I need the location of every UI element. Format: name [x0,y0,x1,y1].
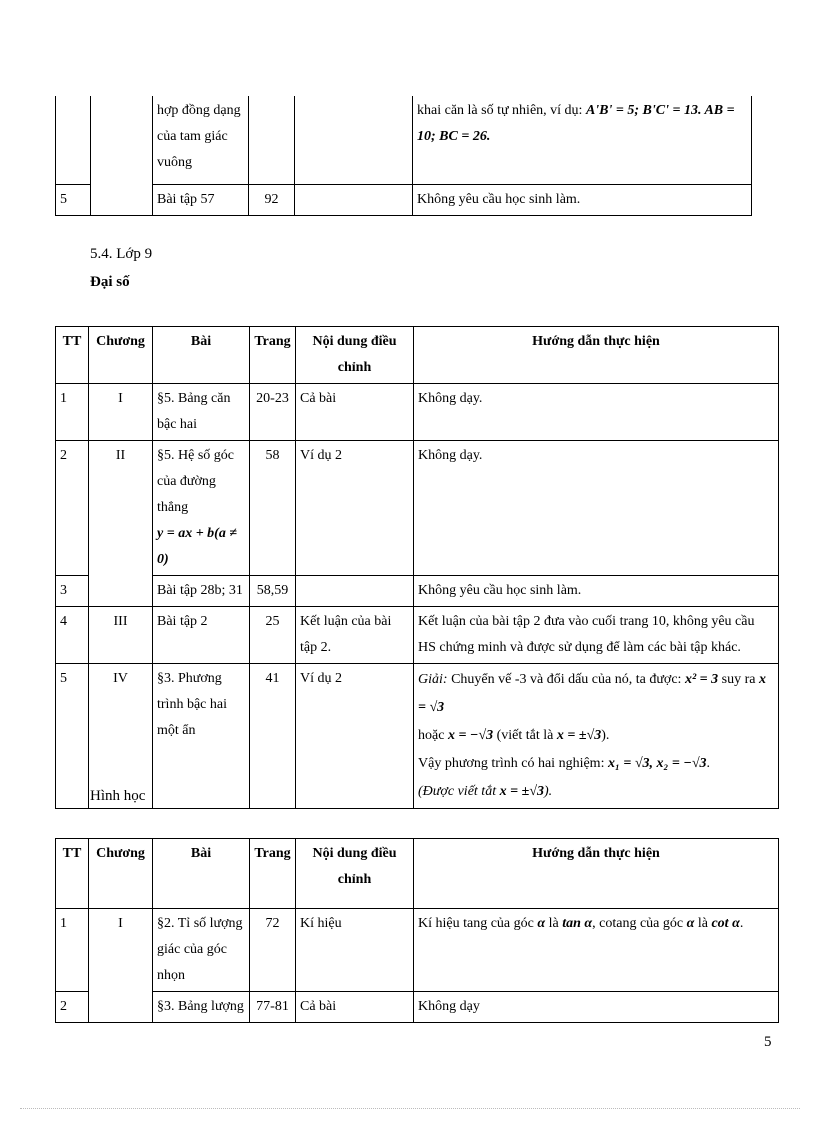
cell-chuong: I [89,384,153,441]
cell-trang: 72 [250,909,296,992]
table-row [56,96,752,184]
cell-trang: 20-23 [250,384,296,441]
header-tt: TT [56,327,89,384]
header-bai: Bài [153,327,250,384]
cell-tt: 5 [56,664,89,809]
math-expression: x² = 3 [684,672,719,687]
header-trang: Trang [250,327,296,384]
cell-noi-dung [296,576,414,607]
math-expression: y = ax + b(a ≠ 0) [157,526,238,567]
cell-tt [56,96,91,184]
math-expression: α [686,916,695,931]
table-row [56,384,779,441]
cell-bai: §3. Phương trình bậc hai một ẩn [153,664,250,809]
section-hinh-hoc-title: Hình học [90,788,146,804]
cell-huong-dan: Không dạy. [414,384,779,441]
header-huong-dan: Hướng dẫn thực hiện [414,327,779,384]
cell-huong-dan: Không dạy [414,992,779,1023]
solution-text: Vậy phương trình có hai nghiệm: [418,756,605,771]
table-dai-so [55,326,779,809]
cell-bai: Bài tập 2 [153,607,250,664]
math-expression: cot α [711,916,740,931]
cell-huong-dan: Kết luận của bài tập 2 đưa vào cuối trang 10, không yêu cầu HS chứng minh và được sử dụng để làm các bài tập khác. [414,607,779,664]
instruction-text: là [548,916,559,931]
solution-text: hoặc [418,728,445,743]
cell-noi-dung [295,184,413,215]
table-hinh-hoc [55,838,779,1023]
cell-noi-dung: Ví dụ 2 [296,441,414,576]
cell-bai: §5. Bảng căn bậc hai [153,384,250,441]
table-row [56,576,779,607]
cell-huong-dan [414,909,779,992]
cell-trang: 41 [250,664,296,809]
page-number: 5 [764,1034,772,1050]
cell-bai: Bài tập 57 [153,184,249,215]
section-title: 5.4. Lớp 9 [90,246,153,262]
instruction-text: . [739,916,744,931]
cell-bai: §3. Bảng lượng [153,992,250,1023]
solution-text: (viết tắt là [496,728,554,743]
cell-trang: 25 [250,607,296,664]
math-expression: x = √3 [418,672,766,715]
cell-huong-dan: Không dạy. [414,441,779,576]
header-chuong: Chương [89,327,153,384]
solution-text: (Được viết tắt [418,784,497,799]
cell-chuong: I [89,909,153,992]
math-expression: x₁ = √3, x₂ = −√3 [607,756,707,771]
cell-huong-dan: Không yêu cầu học sinh làm. [414,576,779,607]
instruction-text: là [697,916,708,931]
cell-noi-dung: Cả bài [296,384,414,441]
solution-text: . [706,756,711,771]
header-tt: TT [56,839,89,909]
cell-trang: 58 [250,441,296,576]
table-row [56,664,779,809]
cell-noi-dung [295,96,413,184]
cell-noi-dung: Ví dụ 2 [296,664,414,809]
cell-tt: 4 [56,607,89,664]
cell-noi-dung: Kết luận của bài tập 2. [296,607,414,664]
cell-chuong: IV [89,664,153,809]
cell-bai: hợp đồng dạng của tam giác vuông [153,96,249,184]
cell-bai: Bài tập 28b; 31 [153,576,250,607]
table-row [56,184,752,215]
cell-tt: 2 [56,992,89,1023]
cell-trang: 58,59 [250,576,296,607]
solution-text: ). [543,784,553,799]
math-expression: A'B' = 5; B'C' = 13. AB = 10; BC = 26. [417,103,735,144]
table-header-row [56,327,779,384]
cell-chuong: II [89,441,153,576]
section-subtitle: Đại số [90,274,130,290]
table-row [56,992,779,1023]
cell-huong-dan [414,664,779,809]
footer-divider [20,1108,800,1109]
cell-chuong [89,576,153,607]
math-expression: α [537,916,546,931]
header-trang: Trang [250,839,296,909]
cell-tt: 2 [56,441,89,576]
cell-huong-dan [413,96,752,184]
cell-bai [153,441,250,576]
cell-trang: 92 [249,184,295,215]
header-huong-dan: Hướng dẫn thực hiện [414,839,779,909]
math-expression: x = ±√3 [556,728,602,743]
math-expression: x = ±√3 [499,784,544,799]
cell-huong-dan: Không yêu cầu học sinh làm. [413,184,752,215]
cell-bai: §2. Tỉ số lượng giác của góc nhọn [153,909,250,992]
solution-text: suy ra [721,672,756,687]
solution-label: Giải: [418,672,448,687]
cell-tt: 5 [56,184,91,215]
table-header-row [56,839,779,909]
header-chuong: Chương [89,839,153,909]
lesson-text: §5. Hệ số góc của đường thẳng [157,448,234,515]
cell-trang [249,96,295,184]
cell-noi-dung: Kí hiệu [296,909,414,992]
cell-chuong [91,96,153,184]
instruction-text: , cotang của góc [592,916,684,931]
header-noi-dung: Nội dung điều chỉnh [296,839,414,909]
header-noi-dung: Nội dung điều chỉnh [296,327,414,384]
solution-text: Chuyển vế -3 và đổi dấu của nó, ta được: [451,672,682,687]
header-bai: Bài [153,839,250,909]
instruction-text: khai căn là số tự nhiên, ví dụ: [417,103,583,118]
math-expression: tan α [562,916,593,931]
table-row [56,607,779,664]
cell-chuong [91,184,153,215]
table-row [56,441,779,576]
cell-tt: 3 [56,576,89,607]
table-previous-continuation [55,96,752,216]
instruction-text: Kí hiệu tang của góc [418,916,534,931]
cell-chuong [89,992,153,1023]
table-row [56,909,779,992]
cell-trang: 77-81 [250,992,296,1023]
cell-chuong: III [89,607,153,664]
cell-noi-dung: Cả bài [296,992,414,1023]
solution-text: ). [601,728,610,743]
cell-tt: 1 [56,384,89,441]
cell-tt: 1 [56,909,89,992]
math-expression: x = −√3 [447,728,494,743]
